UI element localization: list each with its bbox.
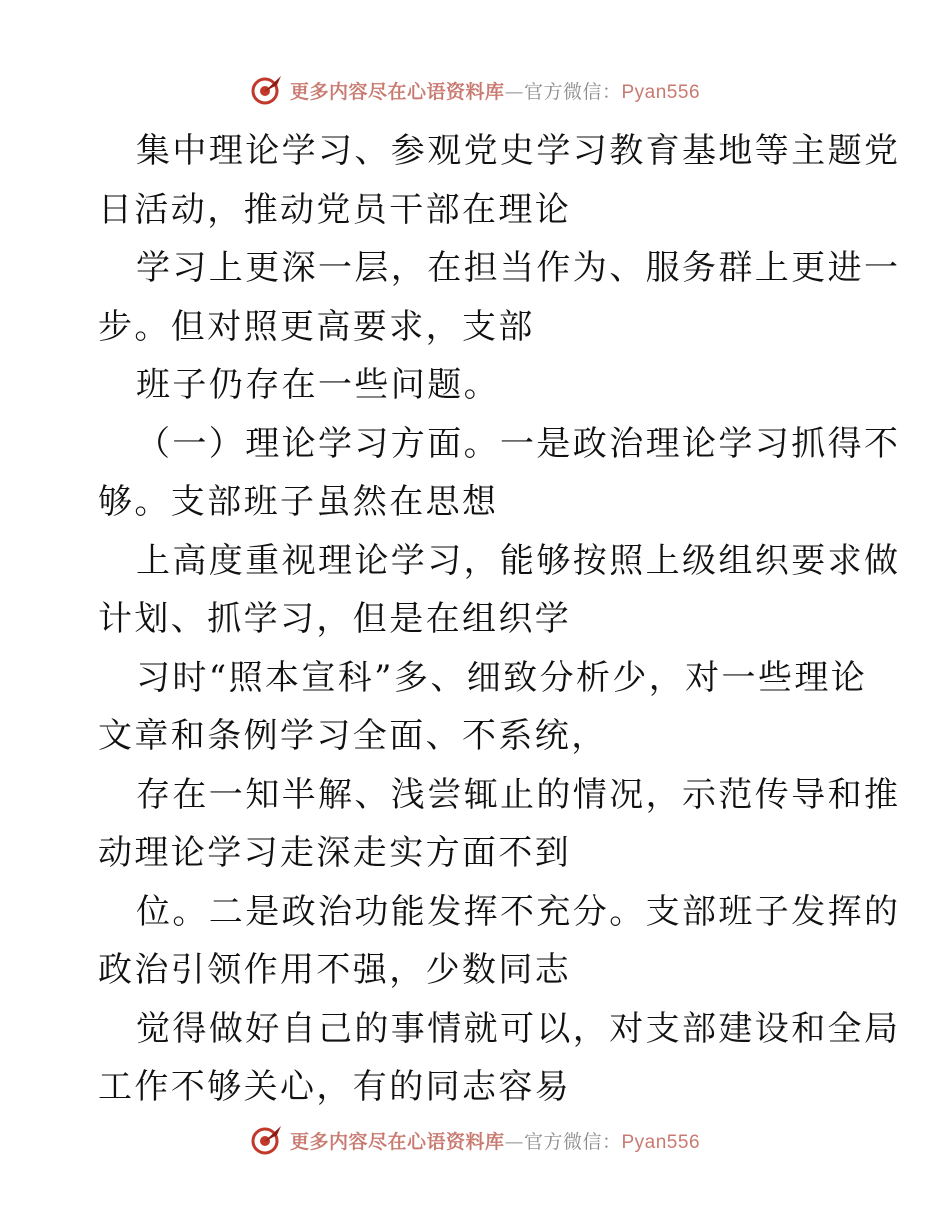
watermark-official-label: 官方微信：	[523, 80, 622, 103]
footer-watermark	[0, 1120, 950, 1160]
text-line: 位。二是政治功能发挥不充分。支部班子发挥的	[136, 891, 901, 932]
text-line: 政治引领作用不强，少数同志	[98, 950, 572, 990]
text-line: （一）理论学习方面。一是政治理论学习抓得不	[136, 423, 901, 464]
text-line: 动理论学习走深走实方面不到	[98, 833, 572, 873]
watermark-main: 更多内容尽在心语资料库	[289, 80, 505, 103]
text-line: 学习上更深一层，在担当作为、服务群上更进一	[136, 248, 901, 288]
text-line: 上高度重视理论学习，能够按照上级组织要求做	[136, 540, 901, 581]
watermark-text	[290, 77, 700, 104]
watermark-main: 更多内容尽在心语资料库	[289, 1130, 505, 1153]
watermark-official-label: 官方微信：	[523, 1130, 622, 1153]
text-line: 集中理论学习、参观党史学习教育基地等主题党	[136, 131, 901, 171]
watermark-separator: —	[504, 80, 524, 103]
text-line: 觉得做好自己的事情就可以，对支部建设和全局	[136, 1008, 901, 1049]
text-line: 日活动，推动党员干部在理论	[98, 189, 572, 230]
quill-logo-icon	[250, 1123, 284, 1157]
text-line: 计划、抓学习，但是在组织学	[98, 599, 572, 639]
header-watermark	[0, 70, 950, 110]
text-line: 步。但对照更高要求，支部	[98, 306, 535, 347]
watermark-text	[290, 1127, 700, 1154]
quill-logo-icon	[250, 73, 284, 107]
text-line: 习时“照本宣科”多、细致分析少，对一些理论	[136, 657, 868, 698]
watermark-separator: —	[504, 1130, 524, 1153]
watermark-handle: Pyan556	[621, 81, 701, 103]
text-line: 工作不够关心，有的同志容易	[98, 1067, 572, 1107]
text-line: 够。支部班子虽然在思想	[98, 482, 499, 522]
text-line: 班子仍存在一些问题。	[136, 365, 500, 405]
watermark-handle: Pyan556	[621, 1131, 701, 1153]
body-text	[98, 122, 901, 1117]
text-line: 文章和条例学习全面、不系统，	[98, 716, 608, 756]
text-line: 存在一知半解、浅尝辄止的情况，示范传导和推	[136, 774, 901, 815]
